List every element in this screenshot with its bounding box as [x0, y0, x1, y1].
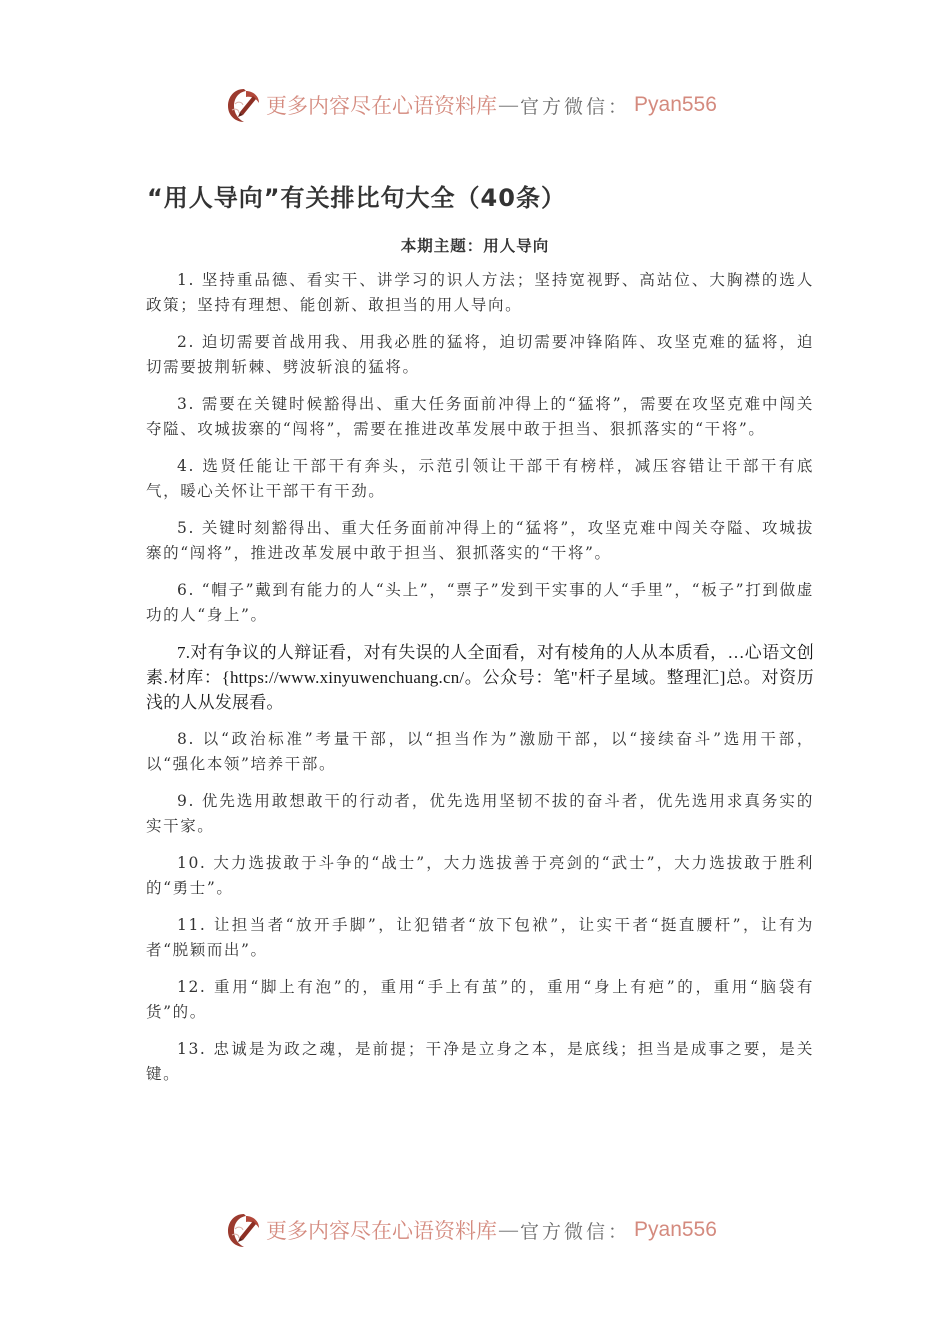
list-item: 12. 重用“脚上有泡”的，重用“手上有茧”的，重用“身上有疤”的，重用“脑袋有货”的。 [146, 978, 814, 1021]
list-item: 1. 坚持重品德、看实干、讲学习的识人方法；坚持宽视野、高站位、大胸襟的选人政策；坚持有理想、能创新、敢担当的用人导向。 [146, 271, 814, 314]
banner-wechat-id: Pyan556 [634, 93, 717, 116]
banner-wechat-label: 官方微信： [520, 1220, 631, 1243]
list-item: 8. 以“政治标准”考量干部，以“担当作为”激励干部，以“接续奋斗”选用干部，以“强化本领”培养干部。 [146, 730, 814, 773]
banner-slogan: 更多内容尽在心语资料库 [266, 94, 497, 118]
document-title: “用人导向”有关排比句大全（40条） [147, 184, 566, 212]
document-subtitle: 本期主题：用人导向 [400, 237, 550, 255]
list-item: 4. 选贤任能让干部干有奔头，示范引领让干部干有榜样，减压容错让干部干有底气，暖心关怀让干部干有干劲。 [146, 457, 814, 500]
document-body [146, 268, 814, 1099]
list-item: 10. 大力选拔敢于斗争的“战士”，大力选拔善于亮剑的“武士”，大力选拔敢于胜利的“勇士”。 [146, 854, 814, 897]
list-item: 2. 迫切需要首战用我、用我必胜的猛将，迫切需要冲锋陷阵、攻坚克难的猛将，迫切需要披荆斩棘、劈波斩浪的猛将。 [146, 333, 814, 376]
banner-wechat-id: Pyan556 [634, 1218, 717, 1241]
pen-logo-icon [226, 1211, 262, 1249]
list-item: 7.对有争议的人辩证看，对有失误的人全面看，对有棱角的人从本质看，…心语文创素.材库：{https://www.xinyuwenchuang.cn/。公众号：笔"杆子星域。整理汇]总。对资历浅的人从发展看。 [146, 643, 814, 712]
list-item: 5. 关键时刻豁得出、重大任务面前冲得上的“猛将”，攻坚克难中闯关夺隘、攻城拔寨的“闯将”，推进改革发展中敢于担当、狠抓落实的“干将”。 [146, 519, 814, 562]
banner-slogan: 更多内容尽在心语资料库 [266, 1219, 497, 1243]
banner-dash: — [498, 93, 519, 117]
banner-dash: — [498, 1218, 519, 1242]
banner-wechat-label: 官方微信： [520, 95, 631, 118]
list-item: 6. “帽子”戴到有能力的人“头上”，“票子”发到干实事的人“手里”，“板子”打到做虚功的人“身上”。 [146, 581, 814, 624]
footer-banner [226, 1208, 746, 1252]
list-item: 13. 忠诚是为政之魂，是前提；干净是立身之本，是底线；担当是成事之要，是关键。 [146, 1040, 814, 1083]
list-item: 11. 让担当者“放开手脚”，让犯错者“放下包袱”，让实干者“挺直腰杆”，让有为者“脱颖而出”。 [146, 916, 814, 959]
list-item: 3. 需要在关键时候豁得出、重大任务面前冲得上的“猛将”，需要在攻坚克难中闯关夺隘、攻城拔寨的“闯将”，需要在推进改革发展中敢于担当、狠抓落实的“干将”。 [146, 395, 814, 438]
list-item: 9. 优先选用敢想敢干的行动者，优先选用坚韧不拔的奋斗者，优先选用求真务实的实干家。 [146, 792, 814, 835]
header-banner [226, 83, 746, 127]
pen-logo-icon [226, 86, 262, 124]
